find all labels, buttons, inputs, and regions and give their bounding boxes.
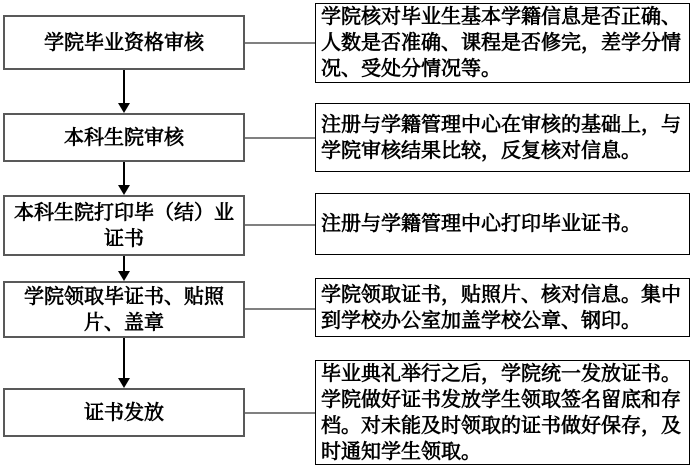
- down-arrow-2-icon: [118, 185, 130, 195]
- flow-desc-1-box: 学院核对毕业生基本学籍信息是否正确、人数是否准确、课程是否修完，差学分情况、受处分情况等。: [315, 3, 690, 83]
- connector-line-2: [245, 137, 315, 139]
- connector-line-4: [245, 308, 315, 310]
- flow-desc-5-box: 毕业典礼举行之后，学院统一发放证书。学院做好证书发放学生领取签名留底和存档。对未能及时领取的证书做好保存，及时通知学生领取。: [315, 360, 690, 465]
- flow-step-1-box: 学院毕业资格审核: [3, 15, 245, 70]
- connector-line-1: [245, 42, 315, 44]
- flow-step-4-box: 学院领取毕证书、贴照片、盖章: [3, 281, 245, 338]
- flow-step-2-box: 本科生院审核: [3, 113, 245, 162]
- flow-desc-2-box: 注册与学籍管理中心在审核的基础上，与学院审核结果比较，反复核对信息。: [315, 103, 690, 172]
- down-arrow-3-line: [123, 256, 125, 271]
- down-arrow-2-line: [123, 162, 125, 185]
- flow-desc-4-box: 学院领取证书，贴照片、核对信息。集中到学校办公室加盖学校公章、钢印。: [315, 278, 690, 337]
- down-arrow-1-line: [123, 70, 125, 103]
- down-arrow-3-icon: [118, 271, 130, 281]
- flow-step-3-box: 本科生院打印毕（结）业证书: [3, 195, 245, 256]
- connector-line-3: [245, 224, 315, 226]
- flow-desc-3-box: 注册与学籍管理中心打印毕业证书。: [315, 193, 690, 255]
- down-arrow-4-line: [123, 338, 125, 378]
- flow-step-5-box: 证书发放: [3, 388, 245, 437]
- connector-line-5: [245, 412, 315, 414]
- down-arrow-4-icon: [118, 378, 130, 388]
- down-arrow-1-icon: [118, 103, 130, 113]
